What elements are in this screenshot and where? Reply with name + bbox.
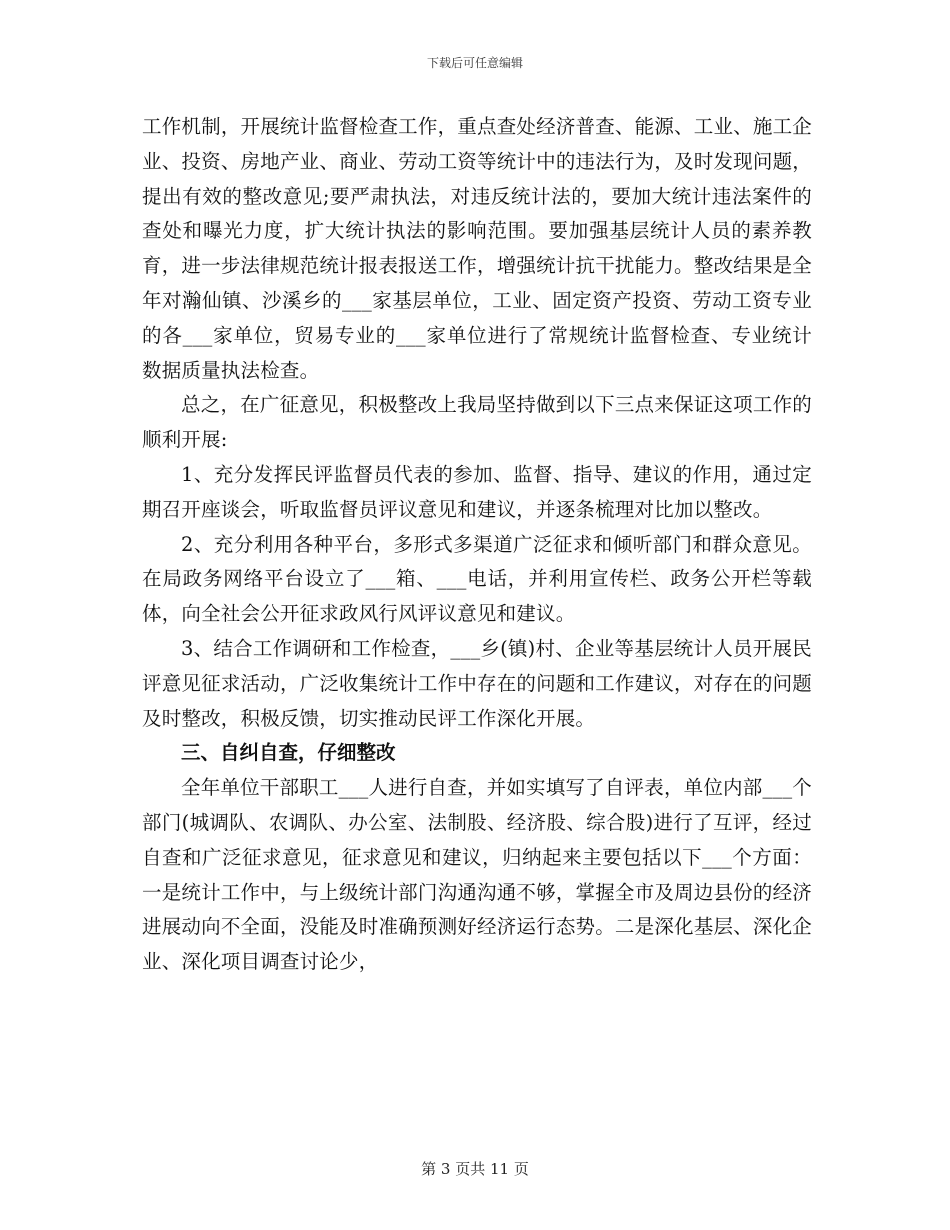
paragraph-1: 工作机制，开展统计监督检查工作，重点查处经济普查、能源、工业、施工企业、投资、房地产业、商业、劳动工资等统计中的违法行为，及时发现问题，提出有效的整改意见;要严肃执法，对违反统计法的，要加大统计违法案件的查处和曝光力度，扩大统计执法的影响范围。要加强基层统计人员的素养教育，进一步法律规范统计报表报送工作，增强统计抗干扰能力。整改结果是全年对瀚仙镇、沙溪乡的___家基层单位，工业、固定资产投资、劳动工资专业的各___家单位，贸易专业的___家单位进行了常规统计监督检查、专业统计数据质量执法检查。 bbox=[142, 115, 812, 382]
page-footer: 第 3 页共 11 页 bbox=[421, 1160, 529, 1178]
paragraph-5: 3、结合工作调研和工作检查，___乡(镇)村、企业等基层统计人员开展民评意见征求活动，广泛收集统计工作中存在的问题和工作建议，对存在的问题及时整改，积极反馈，切实推动民评工作深化开展。 bbox=[142, 636, 812, 730]
paragraph-4: 2、充分利用各种平台，多形式多渠道广泛征求和倾听部门和群众意见。在局政务网络平台设立了___箱、___电话，并利用宣传栏、政务公开栏等载体，向全社会公开征求政风行风评议意见和建议。 bbox=[142, 532, 812, 626]
paragraph-3: 1、充分发挥民评监督员代表的参加、监督、指导、建议的作用，通过定期召开座谈会，听取监督员评议意见和建议，并逐条梳理对比加以整改。 bbox=[142, 462, 812, 521]
page-header: 下载后可任意编辑 bbox=[426, 56, 523, 70]
document-body bbox=[142, 110, 812, 980]
paragraph-2: 总之，在广征意见，积极整改上我局坚持做到以下三点来保证这项工作的顺利开展: bbox=[142, 393, 812, 452]
section-heading: 三、自纠自查，仔细整改 bbox=[181, 741, 396, 765]
paragraph-6: 全年单位干部职工___人进行自查，并如实填写了自评表，单位内部___个部门(城调队、农调队、办公室、法制股、经济股、综合股)进行了互评，经过自查和广泛征求意见，征求意见和建议，归纳起来主要包括以下___个方面：一是统计工作中，与上级统计部门沟通沟通不够，掌握全市及周边县份的经济进展动向不全面，没能及时准确预测好经济运行态势。二是深化基层、深化企业、深化项目调查讨论少， bbox=[142, 776, 813, 974]
